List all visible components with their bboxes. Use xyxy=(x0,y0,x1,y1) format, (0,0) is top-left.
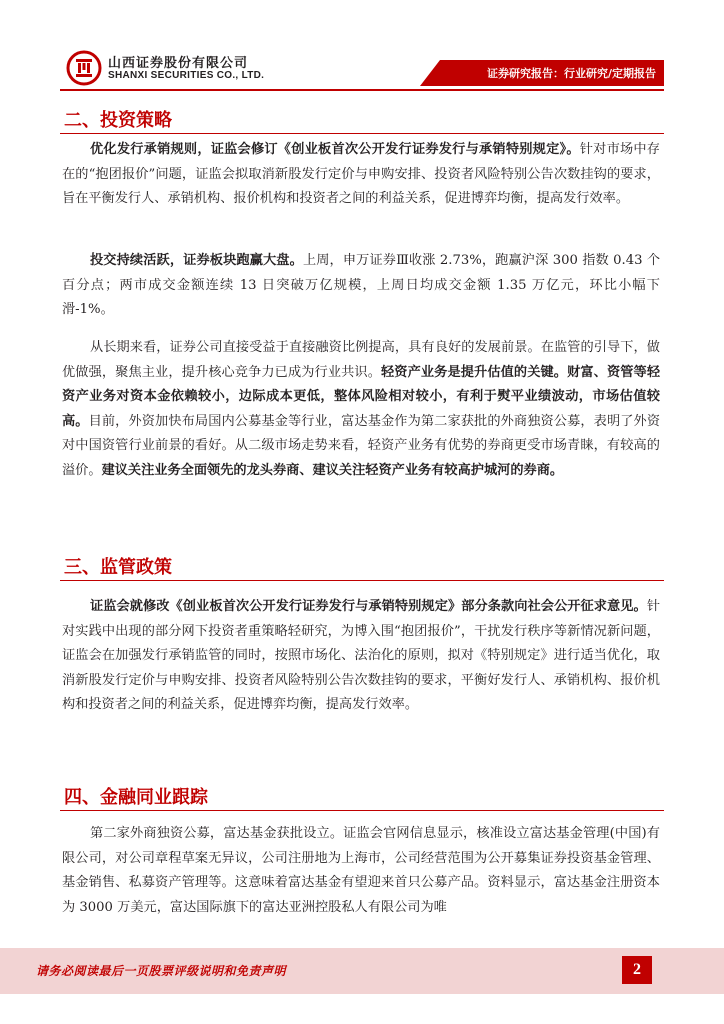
strategy-paragraph-1 xyxy=(62,138,660,212)
section-title-strategy: 二、投资策略 xyxy=(64,110,172,131)
report-type-label: 证券研究报告：行业研究/定期报告 xyxy=(486,67,656,80)
page-header xyxy=(0,0,724,96)
section-title-peers: 四、金融同业跟踪 xyxy=(64,787,208,808)
company-name-cn: 山西证券股份有限公司 xyxy=(108,56,249,71)
page-number: 2 xyxy=(622,956,652,984)
policy-paragraph-1 xyxy=(62,595,660,718)
strategy-paragraph-2 xyxy=(62,249,660,323)
strategy-paragraph-3-body-1: 从长期来看，证券公司直接受益于直接融资比例提高，具有良好的发展前景。在监管的引导下，做优做强，聚焦主业，提升核心竞争力已成为行业共识。 xyxy=(62,340,660,380)
section-divider xyxy=(60,133,664,134)
strategy-paragraph-2-lead: 投交持续活跃，证券板块跑赢大盘。 xyxy=(90,253,303,268)
policy-paragraph-1-lead: 证监会就修改《创业板首次公开发行证券发行与承销特别规定》部分条款向社会公开征求意见。 xyxy=(90,599,647,614)
company-name-en: SHANXI SECURITIES CO., LTD. xyxy=(108,70,265,81)
strategy-paragraph-1-body: 针对市场中存在的“抱团报价”问题，证监会拟取消新股发行定价与申购安排、投资者风险特别公告次数挂钩的要求，旨在平衡发行人、承销机构、报价机构和投资者之间的利益关系，促进博弈均衡，提高发行效率。 xyxy=(62,142,660,206)
strategy-paragraph-2-body: 上周，申万证券Ⅲ收涨 2.73%，跑赢沪深 300 指数 0.43 个百分点；两市成交金额连续 13 日突破万亿规模，上周日均成交金额 1.35 万亿元，环比小幅下滑-1%。 xyxy=(62,253,661,317)
section-divider xyxy=(60,580,664,581)
strategy-paragraph-3-emphasis-2: 建议关注业务全面领先的龙头券商、建议关注轻资产业务有较高护城河的券商。 xyxy=(101,462,564,478)
policy-paragraph-1-body: 针对实践中出现的部分网下投资者重策略轻研究，为博入围“抱团报价”，干扰发行秩序等新情况新问题，证监会在加强发行承销监管的同时，按照市场化、法治化的原则，拟对《特别规定》进行适当优化，取消新股发行定价与申购安排、投资者风险特别公告次数挂钩的要求，平衡好发行人、承销机构、报价机构和投资者之间的利益关系，促进博弈均衡，提高发行效率。 xyxy=(62,599,660,712)
strategy-paragraph-3-body-2: 目前，外资加快布局国内公募基金等行业，富达基金作为第二家获批的外商独资公募，表明了外资对中国资管行业前景的看好。从二级市场走势来看，轻资产业务有优势的券商更受市场青睐，有较高的溢价。 xyxy=(62,413,661,478)
header-divider xyxy=(60,89,664,91)
page-footer xyxy=(0,948,724,994)
shanxi-securities-logo-icon xyxy=(66,50,102,86)
peers-paragraph-1-body: 第二家外商独资公募，富达基金获批设立。证监会官网信息显示，核准设立富达基金管理(中国)有限公司，对公司章程草案无异议，公司注册地为上海市，公司经营范围为公开募集证券投资基金管理、基金销售、私募资产管理等。这意味着富达基金有望迎来首只公募产品。资料显示，富达基金注册资本为 3000 万美元，富达国际旗下的富达亚洲控股私人有限公司为唯 xyxy=(62,826,660,915)
peers-paragraph-1 xyxy=(62,822,660,920)
strategy-paragraph-3 xyxy=(62,336,660,483)
disclaimer-note: 请务必阅读最后一页股票评级说明和免责声明 xyxy=(36,964,287,978)
section-divider xyxy=(60,810,664,811)
strategy-paragraph-3-emphasis-1: 轻资产业务是提升估值的关键。财富、资管等轻资产业务对资本金依赖较小，边际成本更低，整体风险相对较小，有利于熨平业绩波动，市场估值较高。 xyxy=(62,364,661,429)
section-title-policy: 三、监管政策 xyxy=(64,557,172,578)
strategy-paragraph-1-lead: 优化发行承销规则，证监会修订《创业板首次公开发行证券发行与承销特别规定》。 xyxy=(90,142,580,157)
report-banner-tip xyxy=(420,60,440,86)
